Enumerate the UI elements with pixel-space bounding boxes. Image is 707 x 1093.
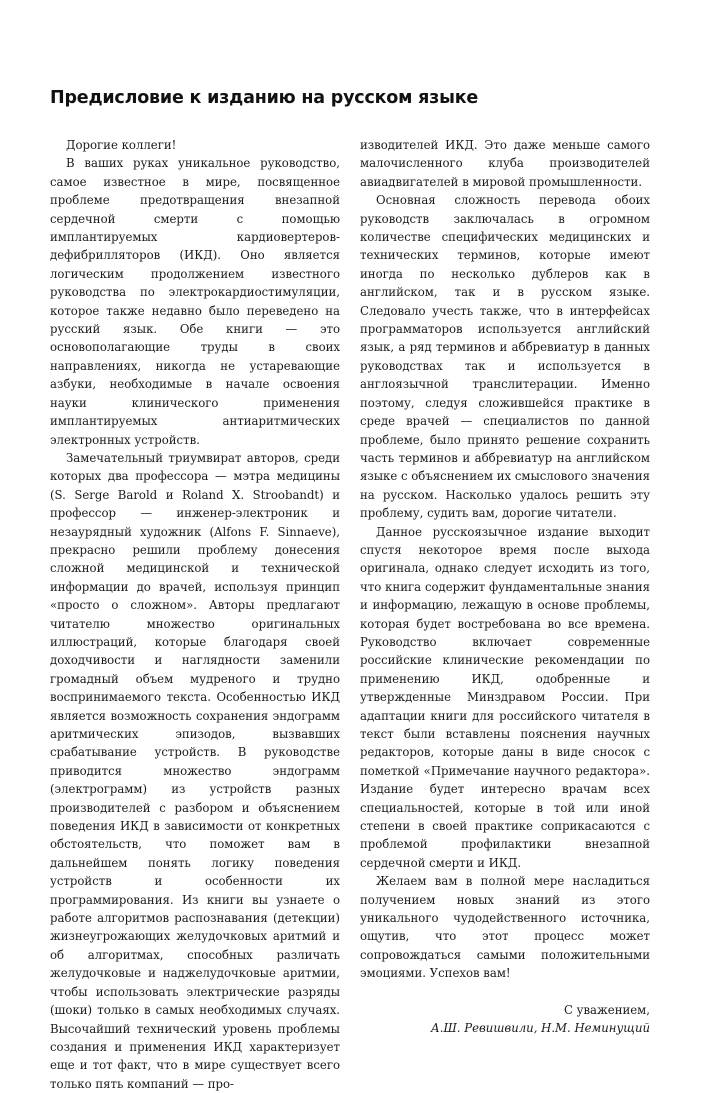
paragraph-3: Основная сложность перевода обоих руководств заключалась в огромном количестве специфических медицинских и технических терминов, которые имеют иногда по несколько дублеров как в английском, так и в русском языке. Следовало учесть также, что в интерфейсах программаторов используется английский язык, а ряд терминов и аббревиатур в данных руководствах так и используется в англоязычной транслитерации. Именно поэтому, следуя сложившейся практике в среде врачей — специалистов по данной проблеме, было принято решение сохранить часть терминов и аббревиатур на английском языке с объяснением их смыслового значения на русском. Насколько удалось решить эту проблему, судить вам, дорогие читатели. (360, 193, 650, 521)
signoff (360, 1001, 650, 1038)
paragraph-2: Замечательный триумвират авторов, среди которых два профессора — мэтра медицины (S. Serge Barold и Roland X. Stroobandt) и профессор — инженер-электроник и незаурядный художник (Alfons F. Sinnaeve), прекрасно решили проблему донесения сложной медицинской и технической информации до врачей, используя принцип «просто о сложном». Авторы предлагают читателю множество оригинальных иллюстраций, которые благодаря своей доходчивости и наглядности заменили громадный объем мудреного и трудно воспринимаемого текста. Особенностью ИКД является возможность сохранения эндограмм аритмических эпизодов, вызвавших срабатывание устройств. В руководстве приводится множество эндограмм (электрограмм) из устройств разных производителей с разбором и объяснением поведения ИКД в зависимости от конкретных обстоятельств, что поможет вам в дальнейшем понять логику поведения устройств и особенности их программирования. Из книги вы узнаете о работе алгоритмов распознавания (детекции) жизнеугрожающих желудочковых аритмий и об алгоритмах, способных различать желудочковые и наджелудочковые аритмии, чтобы использовать электрические разряды (шоки) только в самых необходимых случаях. Высочайший технический уровень проблемы создания и применения ИКД характеризует еще и тот факт, что в мире существует всего только пять компаний — про- (50, 450, 340, 1091)
page-title: Предисловие к изданию на русском языке (50, 88, 479, 108)
paragraph-1: В ваших руках уникальное руководство, самое известное в мире, посвященное проблеме предотвращения внезапной сердечной смерти с помощью имплантируемых кардиовертеров-дефибрилляторов (ИКД). Оно является логическим продолжением известного руководства по электрокардиостимуляции, которое также недавно было переведено на русский язык. Обе книги — это основополагающие труды в своих направлениях, никогда не устаревающие азбуки, необходимые в начале освоения науки клинического применения имплантируемых антиаритмических электронных устройств. (50, 156, 340, 447)
paragraph-2-continued: изводителей ИКД. Это даже меньше самого малочисленного клуба производителей авиадвигателей в мировой промышленности. (360, 138, 650, 189)
paragraph-5: Желаем вам в полной мере насладиться получением новых знаний из этого уникального чудодейственного источника, ощутив, что этот процесс может сопровождаться самыми положительными эмоциями. Успехов вам! (360, 874, 650, 981)
left-column (50, 136, 340, 1093)
right-column (360, 136, 650, 1038)
paragraph-4: Данное русскоязычное издание выходит спустя некоторое время после выхода оригинала, однако следует исходить из того, что книга содержит фундаментальные знания и информацию, лежащую в основе проблемы, которая будет востребована во все времена. Руководство включает современные российские клинические рекомендации по применению ИКД, одобренные и утвержденные Минздравом России. При адаптации книги для российского читателя в текст были вставлены пояснения научных редакторов, которые даны в виде сносок с пометкой «Примечание научного редактора». Издание будет интересно врачам всех специальностей, которые в той или иной степени в своей практике соприкасаются с проблемой профилактики внезапной сердечной смерти и ИКД. (360, 524, 650, 870)
authors: А.Ш. Ревишвили, Н.М. Неминущий (430, 1021, 650, 1036)
closing: С уважением, (563, 1002, 650, 1017)
greeting: Дорогие коллеги! (66, 138, 177, 152)
